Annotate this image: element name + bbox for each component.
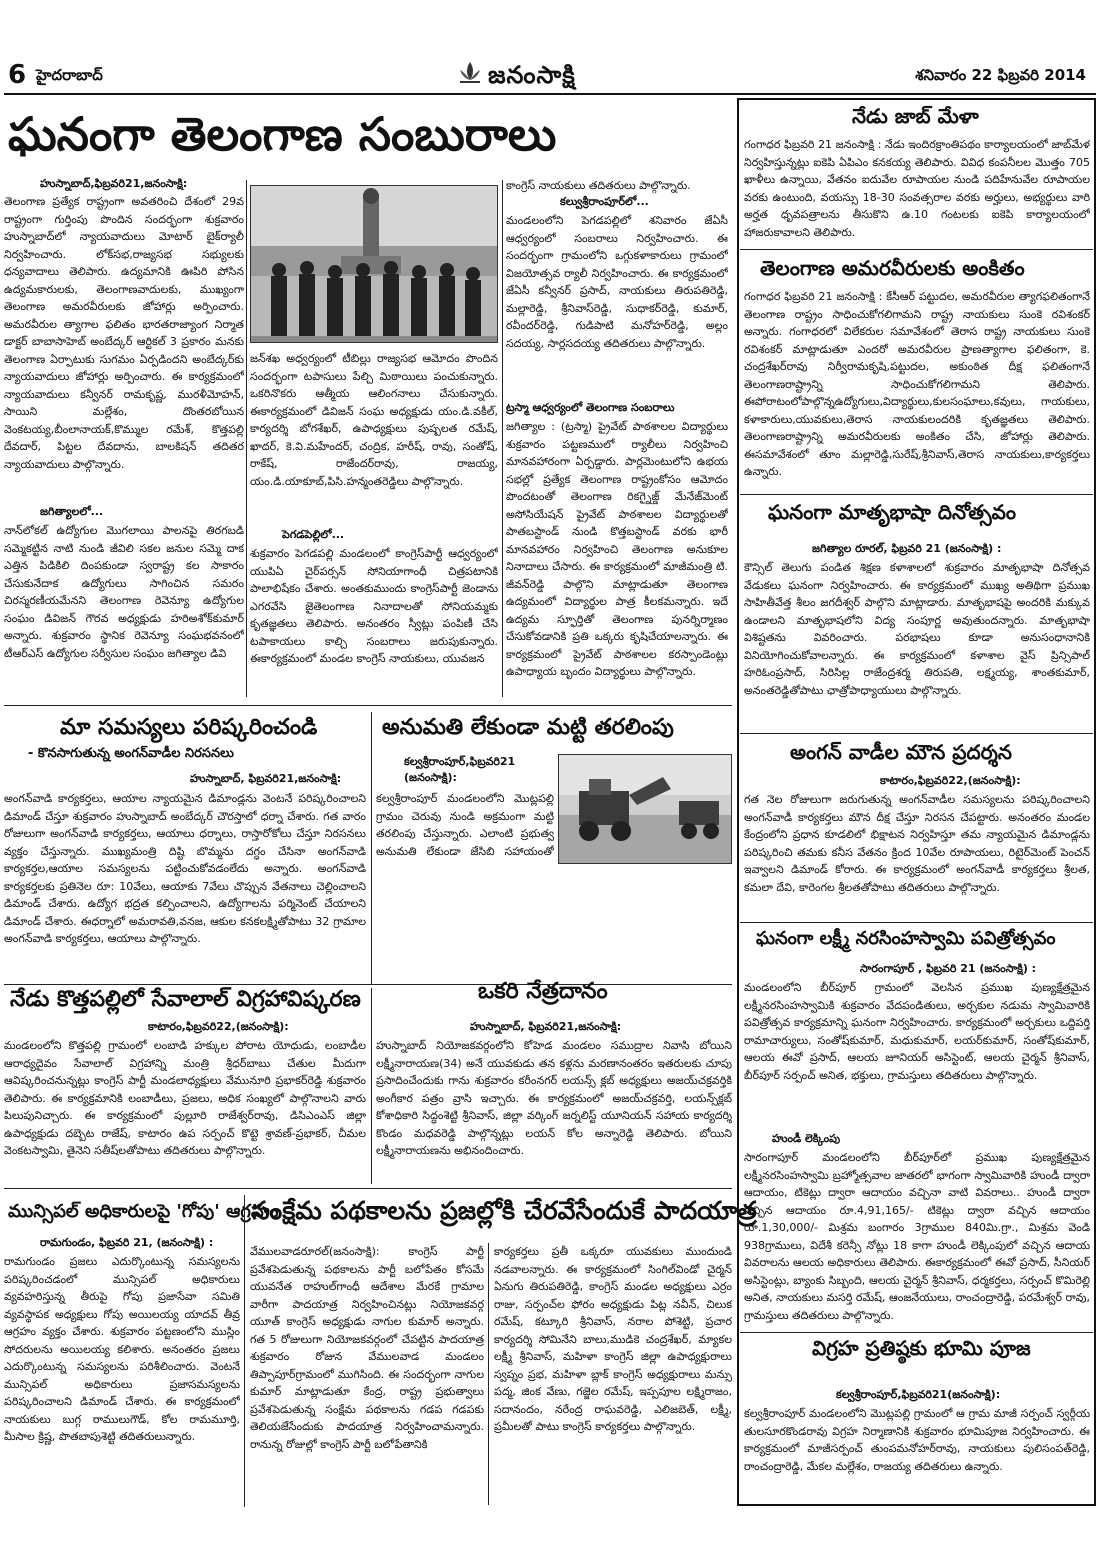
column-rule [371, 712, 372, 984]
section-rule [740, 1332, 1093, 1333]
gopu-dateline: రామగుండం, ఫిబ్రవరి 21, (జనంసాక్షి) : [40, 1236, 214, 1249]
sevalal-dateline: కాటారం,ఫిబ్రవరి22,(జనంసాక్షి): [148, 1020, 289, 1033]
page-section-city: హైదరాబాద్ [36, 66, 103, 84]
main-story-col1: తెలంగాణ ప్రత్యేక రాష్ట్రంగా అవతరించి దేశంలో 29వ రాష్ట్రంగా గుర్తింపు పొందిన సందర్భంగా శుక్రవారం హుస్నాబాద్‌లో న్యాయవాదులు మోటార్ బైక్‌ర్యాలీ నిర్వహించారు. లోక్‌సభ,రాజ్యసభ సభ్యులకు ధన్యవాదాలు తెలిపారు. ఉద్యమానికి ఊపిరి పోసిన ఉద్యమకారులకు, తెలంగాణవాదులకు, ముఖ్యంగా తెలంగాణ అమరవీరులకు జోహార్లు అర్పించారు. అమరవీరుల త్యాగాల ఫలితం భారతరాజ్యాంగ నిర్మాత డాక్టర్ బాబాసాహెబ్ అంబేద్కర్ ఆర్టికల్ 3 ప్రకారం మనకు తెలంగాణ ఏర్పాటుకు సుగమం ఏర్పడిందని అంబేద్కర్‌కు న్యాయవాదులు జోహార్లు అర్పించారు. ఈ కార్యక్రమంలో న్యాయవాదులు కన్వీనర్ రామకృష్ణ, మురళీమోహన్, సాయిని మల్లేశం, దొంతరబోయిన వెంకటయ్య,బీంలానాయక్,కొమ్ముల రమేశ్, కొత్తపల్లి దేవదార్, పిట్టల దేవదాను, బాలకిషన్ తదితర న్యాయవాదులు పాల్గొన్నారు. [4, 195, 244, 471]
sevalal-headline: నేడు కొత్తపల్లిలో సేవాలాల్ విగ్రహావిష్కరణ [10, 987, 361, 1012]
job-mela-headline: నేడు జాబ్ మేళా [852, 104, 979, 128]
section-rule [4, 1188, 732, 1189]
column-rule [488, 1243, 489, 1505]
main-story-col3: మండలంలోని పెగడపల్లిలో శనివారం జేఏసీ ఆధ్వర్యంలో సంబరాలు నిర్వహించారు. ఈ సందర్భంగా గ్రామంలోని ఒగ్గుకళాకారులు గ్రామంలో విజయోత్సవ ర్యాలీ నిర్వహించారు. ఈ కార్యక్రమంలో జేఏసీ కన్వీనర్ ప్రసాద్, నాయకులు తిరుపతిరెడ్డి, మల్లారెడ్డి, శ్రీనివాస్‌రెడ్డి, సుధాకర్‌రెడ్డి, కుమార్, రవీందర్‌రెడ్డి, గుడిపాటి మనోహర్‌రెడ్డి, అల్లం సదయ్య, సార్లసదయ్య తదితరులు పాల్గొన్నారు. [506, 214, 728, 350]
anganwadi-problems-body: అంగన్‌వాడి కార్యకర్తలు, ఆయాల న్యాయమైన డిమాండ్లను వెంటనే పరిష్కరించాలని డిమాండ్ చేస్తూ శుక్రవారం హుస్నాబాద్ అంబేద్కర్ చౌరస్తాలో ధర్నా చేశారు. గత వారం రోజులుగా అంగన్‌వాడి కార్యకర్తలు, ఆయాలు ధర్నాలు, రాస్తారోకోలు చేస్తూ నిరసనలు వ్యక్తం చేస్తున్నారు. ముఖ్యమంత్రి దిష్టి బొమ్మను దగ్ధం చేసినా అంగన్‌వాడి కార్యకర్తల,ఆయాల సమస్యలను పట్టించుకోవడంలేదు అన్నారు. అంగన్‌వాడి కార్యకర్తలకు ప్రతినెల రూ: 10వేలు, ఆయాకు 7వేలు చొప్పున వేతనాలు చెల్లించాలని డిమాండ్ చేశారు. ఉద్యోగ భద్రత కల్పించాలని, ఉద్యోగాలను పర్మినెంట్ చేయాలని డిమాండ్ చేశారు. ఈధర్నాలో అమరావతి,వనజ, ఆకుల కనకలక్ష్మితోపాటు 32 గ్రామాల అంగన్‌వాడి కార్యకర్తలు, ఆయాలు పాల్గొన్నారు. [4, 792, 366, 945]
soil-headline: అనుమతి లేకుండా మట్టి తరలింపు [382, 715, 674, 740]
padayatra-headline: సంక్షేమ పథకాలను ప్రజల్లోకి చేరవేసేందుకే పాదయాత్ర [252, 1196, 757, 1225]
lakshmi-narasimha-body: మండలంలోని బీర్‌పూర్ గ్రామంలో వెలసిన ప్రముఖ పుణ్యక్షేత్రమైన లక్ష్మీనరసింహస్వామికి శుక్రవారం వేదపండితులు, అర్చకుల నడుమ స్వామివారికి పవిత్రోత్సవ కార్యక్రమాన్ని ఘనంగా నిర్వహించారు. కార్యక్రమంలో అర్చకులు ఒద్దిపర్తి రామాచార్యులు, సంతోష్‌కుమార్, మధుకుమార్, లయర్‌కుమార్, సంతోష్‌కుమార్, ఆలయ ఈవో ప్రసాద్, ఆలయ జూనియర్ అసిస్టెంట్, ఆలయ చైర్మన్ శ్రీనివాస్, బీర్‌పూర్ సర్పంచ్ అనిత, భక్తులు, గ్రామస్తులు తదితరులు పాల్గొన్నారు. [744, 981, 1090, 1082]
idol-headline: విగ్రహ ప్రతిష్ఠకు భూమి పూజ [812, 1336, 1031, 1360]
section-rule [740, 494, 1093, 495]
padayatra-col2: కార్యకర్తలు ప్రతీ ఒక్కరూ యువకులు ముందుండి నడవాలన్నారు. ఈ కార్యక్రమంలో సింగిల్‌విండో చైర్మన్ ఏనుగు తిరుపతిరెడ్డి, కాంగ్రెస్ మండల అధ్యక్షులు ఎర్రం రాజు, సర్పంచ్‌ల ఫోరం అధ్యక్షుడు పిట్ల నవీన్, చిలుక రమేష్, కట్కూరి శ్రీనివాస్, నరాల పోశెట్టి, ప్రచార కార్యదర్శి సోమినేని బాలు,ముడికె చంద్రశేఖర్, మ్యాకల లక్ష్మీ శ్రీనివాస్, మహిళా కాంగ్రెస్ జిల్లా ఉపాధ్యక్షురాలు స్వప్నం ప్రభ, మహిళా బ్లాక్ కాంగ్రెస్ అధ్యక్షురాలు మన్సు పద్మ, జింక వేణు, గజ్జెల రమేష్, ఇప్పపూల లక్ష్మిరాజం, సదానందం, నరేంద్ర రాఘవరెడ్డి, ఎలిజబెత్, లక్ష్మీ, ప్రమీలతో పాటు కాంగ్రెస్ కార్యకర్తలు పాల్గొన్నారు. [494, 1245, 732, 1433]
anganwadi-problems-dateline: హుస్నాబాద్, ఫిబ్రవరి21,జనంసాక్షి: [190, 772, 342, 785]
anganwadi-problems-subhead: - కొనసాగుతున్న అంగన్‌వాడీల నిరసనలు [28, 746, 234, 761]
eye-donation-headline: ఒకరి నేత్రదానం [478, 979, 608, 1004]
gopu-headline: మున్సిపల్ అధికారులపై 'గోపు' ఆగ్రహం [8, 1201, 279, 1222]
anganwadi-silent-headline: అంగన్ వాడీల మౌన ప్రదర్శన [790, 740, 1012, 764]
padayatra-col1: వేములవాడరూరల్(జనంసాక్షి): కాంగ్రెస్ పార్టీ ప్రవేశపెడుతున్న పథకాలను పార్టీ బలోపేతం కోసమే యువనేత రాహుల్‌గాంధీ ఆదేశాల మేరకే గ్రామాల వారీగా పాదయాత్ర నిర్వహించినట్లు నియోజకవర్గ యూత్ కాంగ్రెస్ అధ్యక్షుడు నాగుల కుమార్ అన్నారు. గత 5 రోజులుగా నియోజకవర్గంలో చేపట్టిన పాదయాత్ర శుక్రవారం రోజున వేములవాడ మండలం తిప్పాపూర్‌గ్రామంలో ముగిసింది. ఈ సందర్భంగా నాగుల కుమార్ మాట్లాడుతూ కేంద్ర, రాష్ట్ర ప్రభుత్వాలు ప్రవేశపెడుతున్న సంక్షేమ పథకాలను గడప గడపకు తెలియజేసేందుకు పాదయాత్ర నిర్వహించామన్నారు. రానున్న రోజుల్లో కాంగ్రెస్ పార్టీ బలోపేతానికి [250, 1245, 484, 1451]
section-rule [4, 984, 732, 985]
page-number: 6 [8, 60, 27, 90]
main-story-col2b: శుక్రవారం పెగడపల్లి మండలంలో కాంగ్రెస్‌పార్టీ ఆధ్వర్యంలో యుపిఏ చైర్‌పర్సన్ సోనియాగాంధీ చిత్రపటానికి పాలాభిషేకం చేశారు. అంతకుముందు కాంగ్రెస్‌పార్టీ జెండాను ఎగరవేసి జైతెలంగాణ నినాదాలతో సోనియమ్మకు కృతజ్ఞతలు తెలిపారు. అనంతరం స్వీట్లు పంపిణీ చేసి టపాకాయలు కాల్చి సంబరాలు జరుపుకున్నారు. ఈకార్యక్రమంలో మండల కాంగ్రెస్ నాయకులు, యువజన [250, 547, 498, 665]
eye-donation-dateline: హుస్నాబాద్, ఫిబ్రవరి21,జనంసాక్షి: [470, 1020, 622, 1033]
main-story-col3a: కాంగ్రెస్ నాయకులు తదితరులు పాల్గొన్నారు. [506, 179, 691, 192]
eye-donation-body: హుస్నాబాద్ నియోజకవర్గంలోని కోహెడ మండలం సముద్రాల నివాసి బోయిని లక్ష్మీనారాయణ(34) అనే యువకుడు తన కళ్లను మరణానంతరం ఇతరులకు చూపు ప్రసాదించేందుకు గాను శుక్రవారం కరీంనగర్ లయన్స్ క్లబ్ అధ్యక్షులు అజయ్‌చక్రవర్తికి అంగీకార పత్రం వ్రాసి ఇచ్చారు. ఈ కార్యక్రమంలో అజయ్‌చక్రవర్తి, లయన్స్‌క్లబ్ కోశాధికారి సిద్ధంశెట్టి శ్రీనివాస్, జిల్లా వర్కింగ్ జర్నలిస్ట్ యూనియన్ సహాయ కార్యదర్శి కొండం మధవరెడ్డి పాల్గొన్నట్లు లయన్ కోల అన్నారెడ్డి తెలిపారు. బోయిని లక్ష్మీనారాయణను అభినందించారు. [376, 1039, 732, 1157]
main-story-col2: జన్‌శఖ అధ్వర్యంలో టీబిల్లు రాజ్యసభ ఆమోదం పొందిన సందర్భంగా టపాసులు పేల్చి మిఠాయిలు పంచుకున్నారు. ఒకరినొకరు ఆత్మీయ ఆలింగనాలు చేసుకున్నారు. ఈకార్యక్రమంలో డివిజన్ సంఘ అధ్యక్షుడు యం.డి.వకీల్, కార్యదర్శి బోగశేఖర్, ఉపాధ్యక్షులు పుష్పలత రమేష్, ఖాదర్, కె.వి.మహేందర్, చంద్రిక, హరీష్, రావు, సంతోష్, రాకేష్, రాజేందర్‌రావు, రాజయ్య, యం.డి.యాకూబ్,పిసి.హన్మంతరెడ్డిలు పాల్గొన్నారు. [250, 352, 498, 488]
header-rule [4, 93, 1096, 95]
job-mela-body: గంగాధర ఫిబ్రవరి 21 జనంసాక్షి : నేడు ఇందిరక్రాంతిపథం కార్యాలయంలో జాబ్‌మేళ నిర్వహిస్తున్నట్లు ఐకెపి ఏపిఎం కనకయ్య తెలిపారు. వివిధ కంపనీలల మొత్తం 705 ఖాళీలు ఉన్నాయి, వేతనం ఐదువేల రూపాయల నుండి పదిహేనువేల రూపాయల వరకు ఉంటుంది, వయస్సు 18-30 సంవత్సరాల వరకు అర్హులు, అభ్యర్థులు వారి అర్హత ధృవపత్రాలను తీసుకొని ఉ.10 గంటలకు ఐకెపి కార్యాలయంలో హాజరుకావాలని తెలిపారు. [744, 138, 1090, 239]
martyrs-headline: తెలంగాణ అమరవీరులకు అంకితం [760, 256, 1025, 280]
main-story-col3b: జగిత్యాల : (ట్రస్మా) ప్రైవేట్ పాఠశాలల విద్యార్థులు శుక్రవారం పట్టణములో ర్యాలీలు నిర్వహించి మానవహారంగా ఏర్పడ్డారు. పార్లమెంటులోని ఉభయ సభల్లో ప్రత్యేక తెలంగాణ రాష్ట్రంకోసం ఆమోదం పొందటంతో తెలంగాణ రికగ్నైజ్డ్ మేనేజ్‌మెంట్ అసోసియేషన్ ప్రైవేట్ పాఠశాలల విద్యార్థులతో పాతబస్టాండ్ నుండి కొత్తబస్టాండ్ వరకు భారీ మానవహారం నిర్వహించి తెలంగాణ అనుకూల నినాదాలు చేసారు. ఈ కార్యక్రమంలో మాజీమంత్రి టి. జీవన్‌రెడ్డి పాల్గొని మాట్లాడుతూ తెలంగాణ ఉద్యమంలో విద్యార్థుల పాత్ర కీలకమన్నారు. ఇదే ఉద్యమ స్ఫూర్తితో తెలంగాణ పునర్నిర్మాణం చేసుకోవడానికి ప్రతి ఒక్కరు కృషిచేయాలన్నారు. ఈ కార్యక్రమంలో ప్రైవేట్ పాఠశాలల కరస్పాండెంట్లు ఉపాధ్యాయ బృందం విద్యార్థులు పాల్గొన్నారు. [506, 420, 728, 678]
martyrs-body: గంగాధర ఫిబ్రవరి 21 జనంసాక్షి : కేసీఆర్ పట్టుదల, అమరవీరుల త్యాగఫలితంగానే తెలంగాణ రాష్ట్రం సాధించుకోగలిగామని రాష్ట్ర నాయకులు సుంకె రవిశంకర్ అన్నారు. గంగాధరలో విలేకరుల సమావేశంలో తెరాస రాష్ట్ర నాయకులు సుంకె రవిశంకర్ మాట్లాడుతూ ఎందరో అమరవీరుల ప్రాణత్యాగాల ఫలితంగా, కె. చంద్రశేఖర్‌రావు నిర్వీరామకృషి,పట్టుదల, అకుంఠిత దీక్ష ఫలితంగానే తెలంగాణరాష్ట్రాన్ని సాధించుకోగలిగామని తెలిపారు. ఈపోరాటంలోపాల్గొన్నఉద్యోగులు,విద్యార్థులు,కులసంఘాలు,కవులు, గాయకులు, కళాకారులు,యువకులు,తెరాస నాయకులందరికి కృతజ్ఞతలు తెలిపారు. తెలంగాణరాష్ట్రాన్ని అమరవీరులకు అంకితం చేసి, జోహార్లు తెలిపారు. ఈసమావేశంలో తూం మల్లారెడ్డి,సురేష్,శ్రీనివాస్,తెరాస నాయకులు,కార్యకర్తలు ఉన్నారు. [744, 290, 1090, 478]
lakshmi-narasimha-headline: ఘనంగా లక్ష్మీ నరసింహస్వామి పవిత్రోత్సవం [756, 928, 1056, 949]
column-rule [244, 1195, 245, 1507]
sevalal-body: మండలంలోని కొత్తపల్లి గ్రామంలో లంబాడి హక్కుల పోరాట యోధుడు, లంబాడీల ఆరాధ్యదైవం సేవాలాల్ విగ్రహాన్ని మంత్రి శ్రీధర్‌బాబు చేతుల మీదుగా ఆవిష్కరించనున్నట్లు కాంగ్రెస్ పార్టీ మండలాధ్యక్షులు వేమునూరి ప్రభాకర్‌రెడ్డి శుక్రవారం తెలిపారు. ఈ కార్యక్రమానికి లంబాడీలు, ప్రజలు, అధిక సంఖ్యలో పాల్గొనాలని వారు పిలుపునిచ్చారు. ఈ కార్యక్రమంలో పుల్లూరి రాజేశ్వర్‌రావు, డిసిఎంఎస్ జిల్లా ఉపాధ్యక్షుడు దబ్బెట రాజేష్, కాటారం ఉప సర్పంచ్ కొట్టె శ్రావణ్-ప్రభాకర్, చీమల వెంకటస్వామి, తైనెని సతీష్‌లతోపాటు తదితరులు పాల్గొన్నారు. [4, 1039, 366, 1157]
celebration-photo [250, 185, 498, 343]
main-sub-pegadapalli: పెగడపెల్లిలో... [282, 528, 345, 541]
main-headline: ఘనంగా తెలంగాణ సంబురాలు [8, 107, 557, 161]
column-rule [246, 180, 247, 697]
section-rule [740, 733, 1093, 734]
idol-dateline: కల్వశ్రీరాంపూర్,ఫిబ్రవరి21(జనంసాక్షి): [836, 1388, 1001, 1401]
anganwadi-silent-dateline: కాటారం,ఫిబ్రవరి22,(జనంసాక్షి): [880, 774, 1021, 787]
section-rule [4, 705, 732, 706]
section-rule [740, 249, 1093, 250]
section-rule [740, 922, 1093, 923]
idol-body: కల్వశ్రీరాంపూర్ మండలంలోని మొట్లపల్లి గ్రామంలో ఆ గ్రామ మాజీ సర్పంచ్ స్వర్గీయ తులసూరకొండరావు విగ్రహ నిర్మాణానికి శుక్రవారం భూమిపూజ నిర్వహించారు. ఈ కార్యక్రమంలో మాజీసర్పంచ్ తుంపమనోహర్‌రావు, నాయకులు పులిసంపత్‌రెడ్డి, రాంచంద్రారెడ్డి, మేకల మల్లేశం, రాజయ్య తదితరులు ఉన్నారు. [744, 1407, 1090, 1473]
lotus-logo-icon [456, 58, 484, 86]
newspaper-brand: జనంసాక్షి [488, 60, 576, 89]
main-dateline: హుస్నాబాద్,ఫిబ్రవరి21,జనంసాక్షి: [40, 177, 188, 190]
main-sub-kalvasriramapur: కల్వుశ్రీరాంపూర్‌లో... [560, 195, 649, 208]
hundi-body: సారంగాపూర్ మండలంలోని బీర్‌పూర్‌లో ప్రముఖ పుణ్యక్షేత్రమైన లక్ష్మీనరసింహస్వామి బ్రహ్మోత్సవాల జాతరలో భాగంగా స్వామివారికి హుండీ ద్వారా ఆదాయం, టికెట్లు ద్వారా ఆదాయం వచ్చినా వాటి వివరాలు.. హుండీ ద్వారా వచ్చిన ఆదాయం రూ.4,91,165/- టికెట్లు ద్వారా వచ్చిన ఆదాయం రూ.1,30,000/- మిశ్రమ బంగారం 3గ్రాముల 840మి.గ్రా., మిశ్రమ వెండి 938గ్రాములు, విదేశీ కరెన్సీ నోట్లు 18 కాగా హుండీ లెక్కింపులో వచ్చిన ఆదాయ వివరాలను ఆలయ అధికారులు తెలిపారు. ఈకార్యక్రమంలో ఈవో ప్రసాద్, సీనియర్ అసిస్టెంట్లు, బ్యాంకు సిబ్బంది, ఆలయ చైర్మన్ శ్రీనివాస్, ధర్మకర్తలు, సర్పంచ్ కొమిరెల్లి అనిత, నాయకులు మసర్తి రమేష్, ఆంజనేయులు, రాంచంద్రారెడ్డి, పరమేశ్వర్ రావు, గ్రామస్తులు తదితరులు పాల్గొన్నారు. [744, 1151, 1090, 1322]
soil-body-top: కల్వశ్రీరాంపూర్ మండలంలోని మొట్లపల్లి గ్రామం చెరువు నుండి అక్రమంగా మట్టి తరలింపు చేస్తున్నారు. ఎలాంటి ప్రభుత్వ అనుమతి లేకుండా జేసిబి సహాయంతో [376, 792, 554, 858]
main-sub-trusma: ట్రస్మా ఆధ్వర్యంలో తెలంగాణ సంబరాలు [506, 401, 675, 414]
mother-tongue-dateline: జగిత్యాల రూరల్, ఫిబ్రవరి 21 (జనంసాక్షి) : [812, 542, 1002, 555]
mother-tongue-headline: ఘనంగా మాతృభాషా దినోత్సవం [768, 500, 1017, 524]
anganwadi-silent-body: గత నెల రోజులుగా జరుగుతున్న అంగన్‌వాడీల సమస్యలను పరిష్కరించాలని అంగన్‌వాడీ కార్యకర్తలు మౌన దీక్ష చేస్తూ నిరసన చేపట్టారు. అనంతరం మండల కేంద్రంలోని ప్రధాన కూడలిలో భిక్షాటన నిర్వహిస్తూ తమ న్యాయమైన డిమాండ్లను పరిష్కరించి తమకు కనీస వేతనం క్రింద 10వేల రూపాయలు, రిటైర్‌మెంట్ పెంచన్ ఇవ్వాలని డిమాండ్ కోరారు. ఈ కార్యక్రమంలో అంగన్‌వాడీ కార్యకర్తలు శ్రీలత, కమలా దేవి, కారెంగల శ్రీలతతోపాటు తదితరులు పాల్గొన్నారు. [744, 793, 1090, 894]
soil-dateline: కల్వశ్రీరాంపూర్,ఫిబ్రవరి21 (జనంసాక్షి): [404, 755, 516, 784]
column-rule [371, 988, 372, 1184]
anganwadi-problems-headline: మా సమస్యలు పరిష్కరించండి [60, 715, 318, 740]
column-rule [502, 180, 503, 697]
hundi-subhead: హుండీ లెక్కింపు [772, 1132, 841, 1145]
soil-excavation-photo [558, 754, 732, 864]
soil-body-continued [376, 862, 732, 982]
lakshmi-narasimha-dateline: సారంగాపూర్ , ఫిబ్రవరి 21 (జనంసాక్షి) : [860, 962, 1037, 975]
mother-tongue-body: కౌన్సిల్ తెలుగు పండిత శిక్షణ కళాశాలలో శుక్రవారం మాతృభాషా దినోత్సవ వేడుకలు ఘనంగా నిర్వహించారు. ఈ కార్యక్రమంలో ముఖ్య అతిథిగా ప్రముఖ సాహితీవేత్త శీలం జగదీశ్వర్ పాల్గొని మాట్లాడారు. మాతృభాషపై అందరికి మక్కువ ఉండాలని మాతృభాషలోని విద్య సంపూర్ణ అవుతుందన్నారు. మాతృభాషా విశిష్టతను వివరించారు. పరభాషలు కూడా అనుసంధానానికి వినియోగించుకోవాలన్నారు. ఈ కార్యక్రమంలో కళాశాల వైస్ ప్రిన్సిపాల్ హరి‌ఓంప్రసాద్, సిరిసిల్ల రాజేంద్రశర్మ తిరుపతి, లక్ష్మయ్య, శాంతకుమార్, అనంతరెడ్డితోపాటు ఛాత్రోపాధ్యాయులు పాల్గొన్నారు. [744, 561, 1090, 697]
main-story-col1b: నాన్‌లోకల్ ఉద్యోగుల మొగలాయి పాలనపై తిరగబడి సమ్మెకట్టిన నాటి నుండి జీవిలి సకల జనుల సమ్మె దాక ఎత్తిన పిడికిలి దింపకుండా స్వరాష్ట్ర కల సాకారం చేసుకునేదాక ఉద్యోగులు సాగించిన సమరం చిరస్మరణీయమేనని తెలంగాణ రెవెన్యూ ఉద్యోగుల సంఘం డివిజన్ గౌరవ అధ్యక్షుడు హరిఅశోక్‌కుమార్ అన్నారు. శుక్రవారం స్థానిక రెవెన్యూ సంఘభవనంలో టీఆర్ఎస్ ఉద్యోగుల సర్వీసుల సంఘం జగిత్యాల డివి [4, 524, 244, 660]
gopu-body: రామగుండం ప్రజలు ఎదుర్కొంటున్న సమస్యలను పరిష్కరించడంలో మున్సిపల్ అధికారులు వ్యవహరిస్తున్న తీరుపై గోపు ప్రజాసేవా సమితి వ్యవస్థాపక అధ్యక్షులు గోపు అయిలయ్య యాదవ్ తీవ్ర ఆగ్రహం వ్యక్తం చేశారు. శుక్రవారం పట్టణంలోని ముస్లిం సోదరులను అయిలయ్య కలిశారు. అనంతరం ప్రజలు ఎదుర్కొంటున్న సమస్యలను పరిశీలించారు. వెంటనే మున్సిపల్ అధికారులు ప్రజాసమస్యలను పరిష్కరించాలని డిమాండ్ చేశారు. ఈ కార్యక్రమంలో నాయకులు బుగ్గ రాములుగౌడ్, కోల రామమూర్తి, మీసాల క్రిష్ణ, పొతబాపుశెట్టి తదితరులున్నారు. [4, 1255, 240, 1443]
issue-date: శనివారం 22 ఫిబ్రవరి 2014 [915, 66, 1086, 84]
main-sub-jagityal: జగిత్యాలలో... [40, 505, 104, 518]
